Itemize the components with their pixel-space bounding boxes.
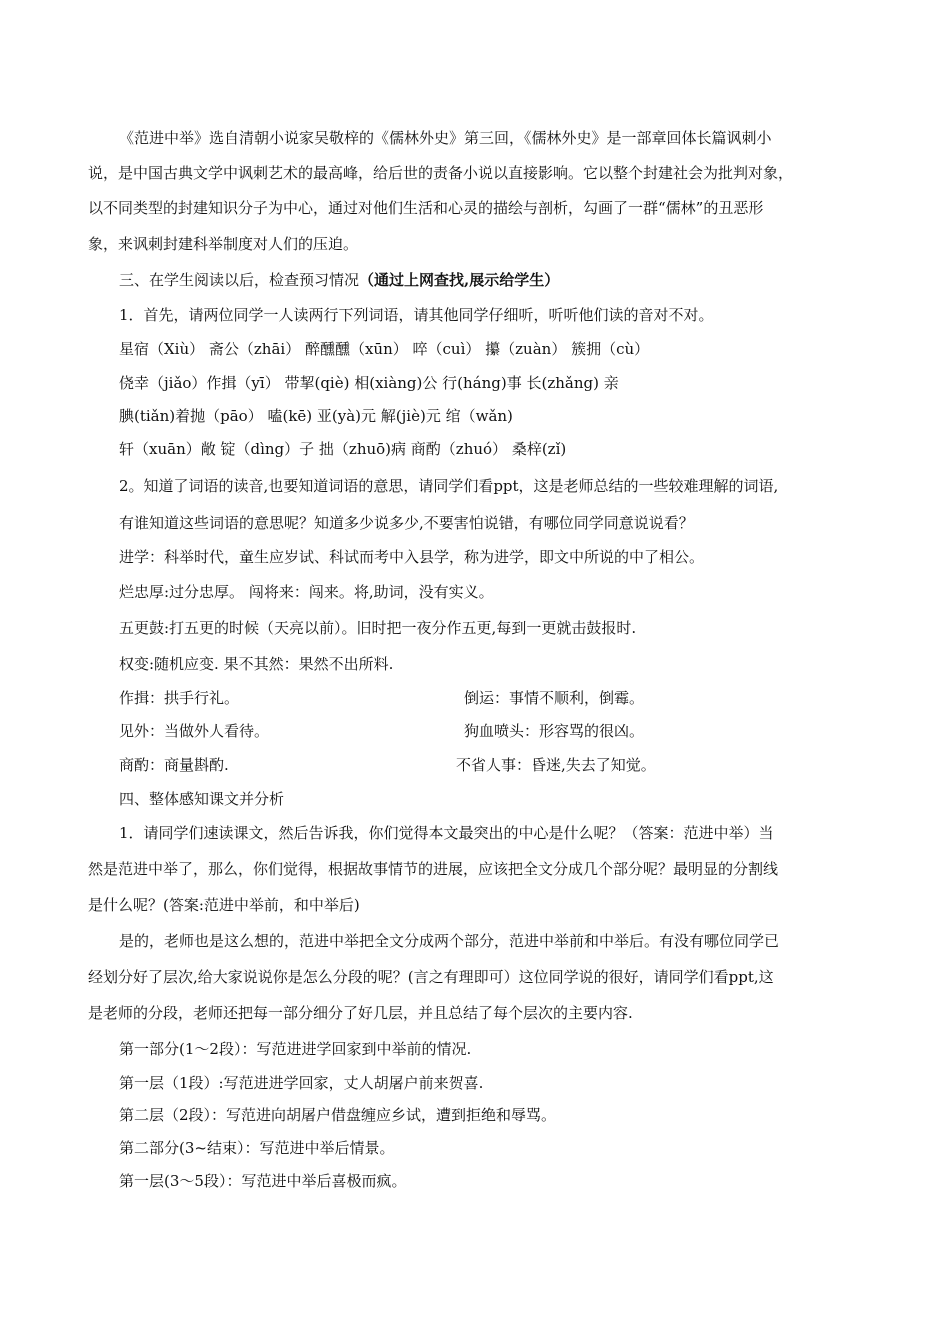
def-pair-1-left: 作揖：拱手行礼。 bbox=[119, 689, 240, 707]
intro-line-3: 以不同类型的封建知识分子为中心，通过对他们生活和心灵的描绘与剖析，勾画了一群“儒林”的丑恶形 bbox=[88, 199, 764, 217]
def-pair-3-right: 不省人事：昏迷,失去了知觉。 bbox=[456, 756, 656, 774]
outline-line-2: 第一层（1段）:写范进进学回家，丈人胡屠户前来贺喜. bbox=[119, 1074, 484, 1092]
def-pair-2-right: 狗血喷头：形容骂的很凶。 bbox=[464, 722, 645, 740]
section4-para-line-3: 是老师的分段，老师还把每一部分细分了好几层，并且总结了每个层次的主要内容. bbox=[88, 1004, 633, 1022]
def-line-1: 进学：科举时代，童生应岁试、科试而考中入县学，称为进学，即文中所说的中了相公。 bbox=[119, 548, 705, 566]
section4-item1-line-1: 1．请同学们速读课文，然后告诉我，你们觉得本文最突出的中心是什么呢？（答案：范进中举）当 bbox=[119, 824, 774, 842]
pron-line-3: 腆(tiǎn)着抛（pāo） 嗑(kē) 亚(yà)元 解(jiè)元 绾（wǎn) bbox=[119, 407, 513, 425]
def-pair-3-left: 商酌：商量斟酌. bbox=[119, 756, 229, 774]
section3-heading-bold: （通过上网查找,展示给学生） bbox=[359, 271, 560, 289]
section3-item2-line-1: 2。知道了词语的读音,也要知道词语的意思，请同学们看ppt，这是老师总结的一些较难理解的词语, bbox=[119, 477, 779, 495]
def-line-2: 烂忠厚:过分忠厚。 闯将来：闯来。将,助词，没有实义。 bbox=[119, 583, 494, 601]
outline-line-1: 第一部分(1～2段）：写范进进学回家到中举前的情况. bbox=[119, 1040, 472, 1058]
pron-line-1: 星宿（Xiù） 斋公（zhāi） 醉醺醺（xūn） 啐（cuì） 攥（zuàn） 簇拥（cù） bbox=[119, 340, 650, 358]
section4-para-line-2: 经划分好了层次,给大家说说你是怎么分段的呢？(言之有理即可）这位同学说的很好，请同学们看ppt,这 bbox=[88, 968, 774, 986]
outline-line-5: 第一层(3～5段）：写范进中举后喜极而疯。 bbox=[119, 1172, 407, 1190]
def-line-4: 权变:随机应变. 果不其然：果然不出所料. bbox=[119, 655, 394, 673]
def-pair-1-right: 倒运：事情不顺利，倒霉。 bbox=[464, 689, 645, 707]
def-line-3: 五更鼓:打五更的时候（天亮以前）。旧时把一夜分作五更,每到一更就击鼓报时. bbox=[119, 619, 637, 637]
pron-line-4: 轩（xuān）敞 锭（dìng）子 拙（zhuō)病 商酌（zhuó） 桑梓(zǐ) bbox=[119, 440, 567, 458]
section4-para-line-1: 是的，老师也是这么想的，范进中举把全文分成两个部分，范进中举前和中举后。有没有哪位同学已 bbox=[119, 932, 780, 950]
section4-item1-line-2: 然是范进中举了，那么，你们觉得，根据故事情节的进展，应该把全文分成几个部分呢？最明显的分割线 bbox=[88, 860, 779, 878]
section4-item1-line-3: 是什么呢？(答案:范进中举前，和中举后) bbox=[88, 896, 360, 914]
section3-item1: 1．首先，请两位同学一人读两行下列词语，请其他同学仔细听，听听他们读的音对不对。 bbox=[119, 306, 714, 324]
section3-heading-text: 三、在学生阅读以后，检查预习情况 bbox=[119, 271, 360, 289]
outline-line-4: 第二部分(3~结束）：写范进中举后情景。 bbox=[119, 1139, 395, 1157]
section4-heading: 四、整体感知课文并分析 bbox=[119, 790, 285, 808]
intro-line-4: 象，来讽刺封建科举制度对人们的压迫。 bbox=[88, 235, 359, 253]
intro-line-2: 说，是中国古典文学中讽刺艺术的最高峰，给后世的责备小说以直接影响。它以整个封建社会为批判对象， bbox=[88, 164, 794, 182]
intro-line-1: 《范进中举》选自清朝小说家吴敬梓的《儒林外史》第三回，《儒林外史》是一部章回体长篇讽刺小 bbox=[119, 129, 772, 147]
outline-line-3: 第二层（2段）：写范进向胡屠户借盘缠应乡试，遭到拒绝和辱骂。 bbox=[119, 1106, 557, 1124]
section3-heading bbox=[119, 270, 559, 290]
pron-line-2: 侥幸（jiǎo）作揖（yī） 带挈(qiè) 相(xiàng)公 行(háng)事 长(zhǎng) 亲 bbox=[119, 374, 619, 392]
section3-item2-line-2: 有谁知道这些词语的意思呢？知道多少说多少,不要害怕说错，有哪位同学同意说说看？ bbox=[119, 514, 694, 532]
def-pair-2-left: 见外：当做外人看待。 bbox=[119, 722, 270, 740]
